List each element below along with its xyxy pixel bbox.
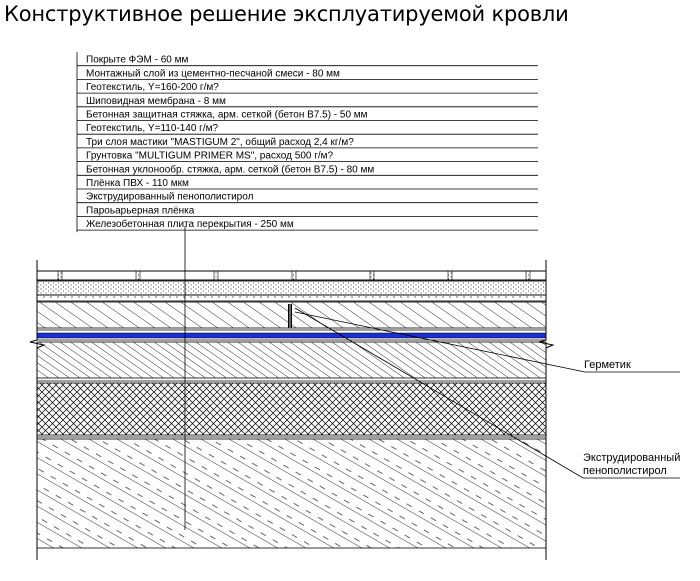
insulation-layer — [37, 383, 546, 435]
paving-joints — [58, 271, 530, 280]
layer-label: Грунтовка "MULTIGUM PRIMER MS", расход 500 г/м? — [86, 150, 334, 162]
paving-joint — [58, 271, 62, 280]
layer-label: Три слоя мастики "MASTIGUM 2", общий расход 2,4 кг/м? — [86, 136, 354, 148]
insulation-label-line2: пенополистирол — [583, 465, 667, 477]
drain-membrane-layer — [37, 295, 546, 301]
paving-layer — [37, 271, 546, 280]
layer-label: Покрыте ФЭМ - 60 мм — [86, 54, 189, 66]
paving-joint — [448, 271, 452, 280]
layer-label: Шиповидная мембрана - 8 мм — [86, 95, 226, 107]
layer-label: Экструдированный пенополистирол — [86, 191, 254, 203]
paving-joint — [214, 271, 218, 280]
roof-section — [30, 226, 553, 560]
layer-label: Пароьарьерная плёнка — [86, 205, 195, 217]
sealant-label: Герметик — [584, 359, 631, 371]
layer-label: Бетонная защитная стяжка, арм. сеткой (бетон В7.5) - 50 мм — [86, 109, 368, 121]
paving-joint — [136, 271, 140, 280]
insulation-label-line1: Экструдированный — [583, 452, 681, 464]
paving-joint — [526, 271, 530, 280]
mounting-layer — [37, 281, 546, 295]
layer-label: Монтажный слой из цементно-песчаной смеси - 80 мм — [86, 68, 340, 80]
layer-legend-table — [77, 52, 538, 232]
layer-label: Геотекстиль, Y=110-140 г/м? — [86, 123, 219, 135]
paving-joint — [292, 271, 296, 280]
layer-label: Плёнка ПВХ - 110 мкм — [86, 178, 189, 189]
layer-label: Бетонная уклонообр. стяжка, арм. сеткой (бетон В7.5) - 80 мм — [86, 164, 375, 176]
page-title: Конструктивное решение эксплуатируемой кровли — [4, 2, 569, 26]
layer-label: Железобетонная плита перекрытия - 250 мм — [86, 219, 294, 231]
slab-layer — [37, 439, 546, 548]
mastic-layer — [37, 333, 546, 338]
layer-label: Геотекстиль, Y=160-200 г/м? — [86, 82, 219, 94]
paving-joint — [370, 271, 374, 280]
slope-screed-layer — [37, 342, 546, 378]
